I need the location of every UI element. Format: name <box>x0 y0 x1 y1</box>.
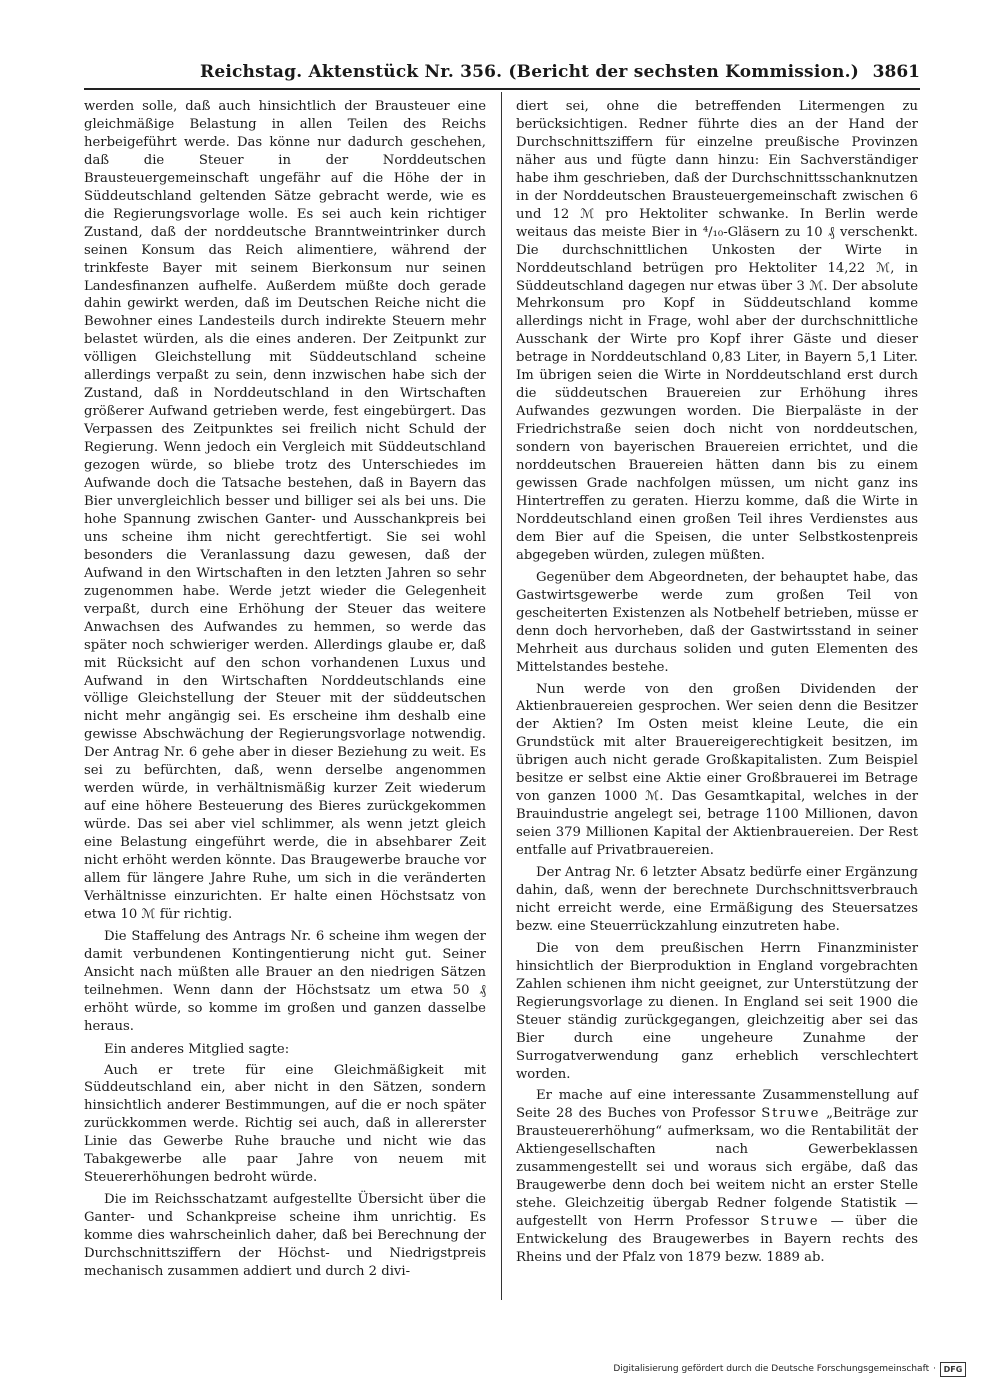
right-column <box>516 98 918 1267</box>
text-run: — über die Entwickelung des Braugewerbes in Bayern rechts des Rheins und der Pfalz von 1879 bezw. 1889 ab. <box>516 1214 918 1266</box>
paragraph: Die von dem preußischen Herrn Finanzminister hinsichtlich der Bierproduktion in England vorgebrachten Zahlen schienen ihm nicht geeignet, zur Unterstützung der Regierungsvorlage zu dienen. In England sei seit 1900 die Steuer ständig zurückgegangen, gleichzeitig aber sei das Bier durch eine ungeheure Zunahme der Surrogatverwendung ganz erheblich verschlechtert worden. <box>516 940 918 1082</box>
paragraph: Auch er trete für eine Gleichmäßigkeit mit Süddeutschland ein, aber nicht in den Sätzen, sondern hinsichtlich anderer Bestimmungen, auf die er noch später zurückkommen werde. Richtig sei auch, daß in allererster Linie das Gewerbe Ruhe brauche und nicht wie das Tabakgewerbe alle paar Jahre von neuem mit Steuererhöhungen bedroht würde. <box>84 1062 486 1186</box>
running-header <box>200 62 920 86</box>
dfg-logo: DFG <box>940 1362 966 1377</box>
paragraph: Nun werde von den großen Dividenden der Aktienbrauereien gesprochen. Wer seien denn die Besitzer der Aktien? Im Osten meist kleine Leute, die ein Grundstück mit alter Brauereigerechtigkeit besitzen, im übrigen auch nicht gerade Großkapitalisten. Zum Beispiel besitze er selbst eine Aktie einer Großbrauerei im Betrage von ganzen 1000 ℳ. Das Gesamtkapital, welches in der Brauindustrie angelegt sei, betrage 1100 Millionen, davon seien 379 Millionen Kapital der Aktienbrauereien. Der Rest entfalle auf Privatbrauereien. <box>516 681 918 859</box>
footer-text: Digitalisierung gefördert durch die Deutsche Forschungsgemeinschaft <box>613 1364 930 1374</box>
author-name: Struwe <box>761 1106 821 1122</box>
speaker-intro: Ein anderes Mitglied sagte: <box>104 1041 290 1057</box>
page-number: 3861 <box>872 62 920 82</box>
digitization-footer <box>606 1361 966 1377</box>
paragraph: diert sei, ohne die betreffenden Litermengen zu berücksichtigen. Redner führte dies an der Hand der Durchschnittsziffern für einzelne preußische Provinzen näher aus und fügte dann hinzu: Ein Sachverständiger habe ihm geschrieben, daß der Durchschnittsschanknutzen in der Norddeutschen Brausteuergemeinschaft zwischen 6 und 12 ℳ pro Hektoliter schwanke. In Berlin werde weitaus das meiste Bier in ⁴/₁₀-Gläsern zu 10 ₰ verschenkt. Die durchschnittlichen Unkosten der Wirte in Norddeutschland betrügen pro Hektoliter 14,22 ℳ, in Süddeutschland dagegen nur etwas über 3 ℳ. Der absolute Mehrkonsum pro Kopf in Süddeutschland komme allerdings nicht in Frage, wohl aber der durchschnittliche Ausschank der Wirte pro Kopf ihrer Gäste und dieser betrage in Norddeutschland 0,83 Liter, in Bayern 5,1 Liter. Im übrigen seien die Wirte in Norddeutschland erst durch die süddeutschen Brauereien zur Erhöhung ihres Aufwandes gezwungen worden. Die Bierpaläste in der Friedrichstraße seien doch nicht von norddeutschen, sondern von bayerischen Brauereien errichtet, und die norddeutschen Brauereien hätten dann bis zu einem gewissen Grade nachfolgen müssen, um nicht ganz ins Hintertreffen zu geraten. Hierzu komme, daß die Wirte in Norddeutschland einen großen Teil ihres Verdienstes aus dem Bier auf die Speisen, die unter Selbstkostenpreis abgegeben würden, zulegen müßten. <box>516 99 918 563</box>
text-run: Er mache auf eine interessante Zusammenstellung auf Seite 28 des Buches von Professor <box>516 1088 918 1122</box>
paragraph: Gegenüber dem Abgeordneten, der behauptet habe, das Gastwirtsgewerbe werde zum großen Teil von gescheiterten Existenzen als Notbehelf betrieben, müsse er denn doch hervorheben, daß der Gastwirtsstand in seiner Mehrheit aus durchaus soliden und guten Elementen des Mittelstandes bestehe. <box>516 569 918 675</box>
paragraph: werden solle, daß auch hinsichtlich der Brausteuer eine gleichmäßige Belastung in allen Teilen des Reichs herbeigeführt werde. Das könne nur dadurch geschehen, daß die Steuer in der Norddeutschen Brausteuergemeinschaft ungefähr auf die Höhe der in Süddeutschland geltenden Sätze gebracht werde, wie es die Regierungsvorlage wolle. Es sei auch kein richtiger Zustand, daß der norddeutsche Branntweintrinker durch seinen Konsum das Reich alimentiere, während der trinkfeste Bayer mit seinem Bierkonsum nur seinen Landesfinanzen aufhelfe. Außerdem müßte doch gerade dahin gewirkt werden, daß im Deutschen Reiche nicht die Bewohner eines Landesteils durch indirekte Steuern mehr belastet würden, als die eines anderen. Der Zeitpunkt zur völligen Gleichstellung mit Süddeutschland scheine allerdings verpaßt zu sein, denn inzwischen habe sich der Zustand, daß in Norddeutschland in den Wirtschaften größerer Aufwand getrieben werde, fest eingebürgert. Das Verpassen des Zeitpunktes sei freilich nicht Schuld der Regierung. Wenn jedoch ein Vergleich mit Süddeutschland gezogen würde, so bliebe trotz des Unterschiedes im Aufwande doch die Tatsache bestehen, daß in Bayern das Bier unvergleichlich besser und billiger sei als bei uns. Die hohe Spannung zwischen Ganter- und Ausschankpreis bei uns scheine ihm nicht gerechtfertigt. Sie sei wohl besonders die Veranlassung dazu gewesen, daß der Aufwand in den Wirtschaften in den letzten Jahren so sehr zugenommen habe. Werde jetzt wieder die Gelegenheit verpaßt, durch eine Erhöhung der Steuer das weitere Anwachsen des Aufwandes zu hemmen, so werde das später noch schwieriger werden. Allerdings glaube er, daß mit Rücksicht auf den schon vorhandenen Luxus und Aufwand in den Wirtschaften Norddeutschlands eine völlige Gleichstellung der Steuer mit der süddeutschen nicht mehr angängig sei. Es erscheine ihm deshalb eine gewisse Abschwächung der Regierungsvorlage notwendig. Der Antrag Nr. 6 gehe aber in dieser Beziehung zu weit. Es sei zu befürchten, daß, wenn derselbe angenommen werden würde, in verhältnismäßig kurzer Zeit wiederum auf eine höhere Besteuerung des Bieres zurückgekommen würde. Das sei aber viel schlimmer, als wenn jetzt gleich eine Belastung eingeführt werde, die in absehbarer Zeit nicht erhöht werden könnte. Das Braugewerbe brauche vor allem für längere Jahre Ruhe, um sich in die veränderten Verhältnisse einzurichten. Er halte einen Höchstsatz von etwa 10 ℳ für richtig. <box>84 99 486 922</box>
text-run: „Beiträge zur Brausteuererhöhung“ aufmerksam, wo die Rentabilität der Aktiengesellschaften nach Gewerbeklassen zusammengestellt sei und woraus sich ergäbe, daß das Braugewerbe denn doch bei weitem nicht an erster Stelle stehe. Gleichzeitig übergab Redner folgende Statistik — aufgestellt von Herrn Professor <box>516 1106 918 1230</box>
paragraph: Die Staffelung des Antrags Nr. 6 scheine ihm wegen der damit verbundenen Kontingentierung nicht gut. Seiner Ansicht nach müßten alle Brauer an den niedrigen Sätzen teilnehmen. Wenn dann der Höchstsatz um etwa 50 ₰ erhöht würde, so komme im großen und ganzen dasselbe heraus. <box>84 928 486 1034</box>
paragraph: Der Antrag Nr. 6 letzter Absatz bedürfe einer Ergänzung dahin, daß, wenn der berechnete Durchschnittsverbrauch nicht erreicht werde, eine Ermäßigung des Steuersatzes bezw. eine Steuerrückzahlung einzutreten habe. <box>516 865 918 934</box>
column-divider <box>501 92 502 1300</box>
left-column <box>84 98 486 1281</box>
author-name: Struwe <box>760 1214 820 1230</box>
header-title: Reichstag. Aktenstück Nr. 356. (Bericht der sechsten Kommission.) <box>200 62 859 82</box>
header-rule <box>84 88 920 90</box>
paragraph: Die im Reichsschatzamt aufgestellte Übersicht über die Ganter- und Schankpreise scheine ihm unrichtig. Es komme dies wahrscheinlich daher, daß bei Berechnung der Durchschnittsziffern der Höchst- und Niedrigstpreis mechanisch zusammen addiert und durch 2 divi- <box>84 1192 486 1279</box>
paragraph <box>516 1087 918 1267</box>
footer-separator: · <box>933 1364 936 1374</box>
